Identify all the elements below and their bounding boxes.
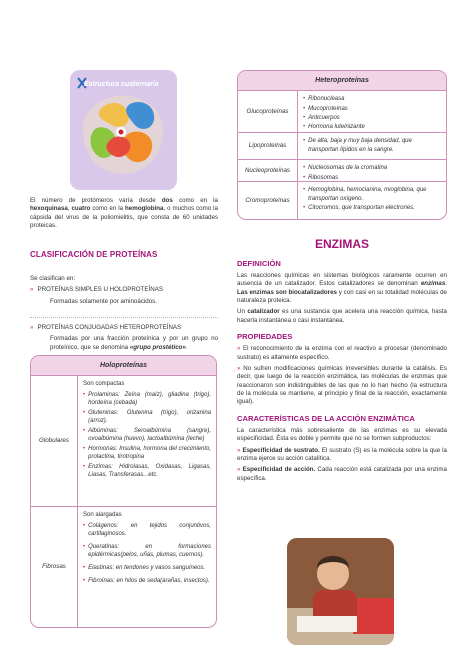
definicion-paragraph — [237, 272, 447, 305]
table-row — [238, 91, 446, 133]
desc-emphasis: «grupo prostético» — [129, 343, 186, 351]
intro-text: como en la — [172, 197, 218, 204]
bullet-icon: » — [237, 365, 244, 372]
holoproteinas-header: Holoproteínas — [31, 356, 216, 376]
classification-lead: Se clasifican en: — [30, 274, 76, 282]
row-content — [78, 376, 216, 506]
list-item — [83, 577, 211, 585]
heteroproteinas-table — [237, 70, 447, 220]
list-item-text: De alta, baja y muy baja densidad, que transportan lípidos en la sangre. — [308, 138, 412, 153]
bullet-icon: • — [303, 165, 306, 172]
intro-text: como en la — [90, 205, 125, 213]
desc-text: Formadas por una fracción proteínica y por un grupo no proteínico, que se denomina — [50, 335, 218, 351]
intro-bold: hemoglobina — [124, 205, 164, 213]
catalizador-paragraph — [237, 308, 447, 325]
para-text: . — [445, 280, 447, 288]
list-item-text: Queratinas: en formaciones epidérmicas(pelos, uñas, plumas, cuernos). — [88, 543, 211, 558]
bullet-icon: • — [303, 114, 306, 121]
figure-caption: Estructura cuaternaria — [84, 81, 159, 88]
intro-text: , o muchos como la cápsida del virus de la poliomielitis, que consta de 60 unidades proteicas. — [30, 205, 218, 230]
table-row — [238, 133, 446, 160]
list-item-text: Anticuerpos — [308, 114, 340, 121]
bullet-icon: • — [83, 446, 86, 453]
list-item — [237, 466, 447, 483]
classification-title: CLASIFICACIÓN DE PROTEÍNAS — [30, 250, 158, 259]
list-item — [303, 174, 441, 182]
para-text: es una sustancia que acelera una reacción química, hasta hacerla instantánea o casi instantánea. — [237, 308, 447, 324]
list-item — [83, 409, 211, 425]
row-label: Lipoproteínas — [238, 133, 298, 159]
quaternary-structure-figure — [70, 70, 177, 190]
para-text: Las reacciones químicas en sistemas biológicos raramente ocurren en ausencia de un catalizador. Estos catalizadores se denominan — [237, 271, 447, 288]
list-item-text: El reconocimiento de la enzima con el reactivo a procesar (denominado sustrato) es altamente específico. — [237, 345, 447, 361]
bullet-icon: • — [83, 564, 86, 571]
table-row — [31, 376, 216, 507]
row-content — [78, 507, 216, 627]
classification-item — [30, 324, 218, 332]
row-label: Cromoproteínas — [238, 182, 298, 219]
row-intro: Son compactas — [83, 381, 125, 388]
bullet-icon: • — [83, 543, 86, 550]
list-item — [303, 186, 441, 202]
list-item — [83, 564, 211, 572]
list-item — [303, 95, 441, 103]
para-emphasis: enzimas — [420, 280, 446, 288]
list-item — [83, 463, 211, 479]
row-intro: Son alargadas — [83, 512, 122, 519]
intro-text: , — [67, 205, 72, 213]
list-item — [83, 445, 211, 461]
holoproteinas-table — [30, 355, 217, 628]
list-item-text: Mucoproteínas — [308, 105, 348, 112]
intro-bold: dos — [161, 197, 173, 204]
bullet-icon: • — [83, 409, 86, 416]
classification-item-desc: Formadas solamente por aminoácidos. — [50, 297, 157, 305]
caracteristicas-lead: La característica más sobresaliente de las enzimas es su elevada especificidad. Ésta es doble y permite que no se formen subproductos: — [237, 427, 447, 443]
classification-item-label: PROTEÍNAS SIMPLES U HOLOPROTEÍNAS — [37, 286, 163, 294]
list-item — [303, 164, 441, 172]
list-item-text: Nucleosomas de la cromatina — [308, 165, 388, 172]
list-item-bold: Especificidad de sustrato. — [242, 446, 320, 454]
intro-bold: hexoquinasa — [30, 205, 68, 213]
row-content — [298, 91, 446, 132]
row-content — [298, 133, 446, 159]
classification-section — [30, 250, 218, 352]
list-item-text: Prolaminas: Zeína (maíz), gliadina (trigo), hordeína (cebada) — [88, 391, 211, 406]
definicion-title: DEFINICIÓN — [237, 258, 281, 268]
list-item-bold: Especificidad de acción. — [242, 466, 316, 474]
list-item-text: Enzimas: Hidrolasas, Oxidasas, Ligasas, Liasas, Transferasas...etc. — [88, 464, 211, 479]
heteroproteinas-header: Heteroproteínas — [238, 71, 446, 91]
bullet-icon: • — [303, 174, 306, 181]
para-bold: Las enzimas son biocatalizadores — [237, 288, 337, 296]
list-item-text: Albúminas: Seroalbúmina (sangre), ovoalbúmina (huevo), lactoalbúmina (leche) — [88, 427, 211, 442]
list-item-text: El sustrato (S) es la molécula sobre la que la enzima ejerce su acción catalítica. — [237, 446, 447, 463]
classification-item-label: PROTEÍNAS CONJUGADAS HETEROPROTEÍNAS — [37, 323, 182, 331]
row-content — [298, 160, 446, 181]
row-label: Fibrosas — [31, 507, 78, 627]
para-bold: catalizador — [247, 308, 280, 316]
bullet-icon: » — [30, 286, 34, 294]
bullet-icon: • — [303, 204, 306, 211]
list-item-text: Hormonas: Insulina, hormona del crecimiento, prolactina, tirotropina — [88, 446, 211, 461]
list-item — [303, 114, 441, 122]
bullet-icon: » — [30, 323, 34, 331]
intro-bold: cuatro — [71, 205, 91, 213]
list-item — [303, 137, 441, 153]
enzimas-title: ENZIMAS — [315, 237, 369, 252]
list-item — [237, 365, 447, 407]
list-item-text: Hormona luteinizante — [308, 123, 365, 130]
intro-text: El número de protómeros varía desde — [30, 197, 162, 204]
row-label: Globulares — [31, 376, 78, 506]
list-item-text: No sufren modificaciones químicas irreversibles durante la catálisis. Es decir, que luego de la reacción enzimática, las moléculas de enzimas que reaccionaron son indistinguibles de las que no lo han hecho (la estructura de la molécula se mantiene, al principio y final de la reacción, exactamente igual). — [237, 365, 447, 406]
bullet-icon: • — [83, 522, 86, 529]
bullet-icon: » — [237, 345, 243, 353]
list-item — [303, 204, 441, 212]
list-item — [83, 522, 211, 538]
list-item-text: Cada reacción está catalizada por una enzima específica. — [237, 466, 447, 482]
bullet-icon: • — [83, 427, 86, 434]
bullet-icon: • — [303, 123, 306, 130]
bullet-icon: • — [303, 96, 306, 103]
table-row — [238, 160, 446, 182]
list-item-text: Hemoglobina, hemocianina, mioglobina, que transportan oxígeno. — [308, 187, 427, 202]
list-item-text: Citocromos, que transportan electrones. — [308, 204, 415, 211]
bullet-icon: • — [83, 464, 86, 471]
list-item — [237, 345, 447, 362]
list-item — [83, 427, 211, 443]
row-label: Nucleoproteínas — [238, 160, 298, 181]
propiedades-title: PROPIEDADES — [237, 332, 293, 342]
table-row — [238, 182, 446, 219]
bullet-icon: • — [83, 391, 86, 398]
list-item-text: Ribonucleasa — [308, 96, 345, 103]
classification-item — [30, 286, 218, 294]
list-item — [83, 391, 211, 407]
bullet-icon: » — [237, 446, 243, 454]
table-row — [31, 507, 216, 627]
list-item — [303, 123, 441, 131]
intro-paragraph — [30, 197, 218, 230]
bullet-icon: • — [303, 105, 306, 112]
bullet-icon: • — [83, 578, 86, 584]
classification-item-desc — [30, 335, 218, 352]
bullet-icon: » — [237, 466, 243, 474]
list-item — [83, 543, 211, 559]
divider — [30, 306, 218, 318]
list-item-text: Gluteninas: Glutenina (trigo), orizanina (arroz). — [88, 409, 211, 424]
para-text: y con casi en su totalidad moléculas de naturaleza proteica. — [237, 288, 447, 304]
list-item-text: Ribosomas — [308, 174, 339, 181]
student-photo — [287, 538, 394, 645]
list-item — [303, 105, 441, 113]
row-label: Glucoproteínas — [238, 91, 298, 132]
caracteristicas-title: CARACTERÍSTICAS DE LA ACCIÓN ENZIMÁTICA — [237, 413, 415, 423]
student-illustration — [287, 538, 394, 645]
bullet-icon: • — [303, 187, 306, 194]
row-content — [298, 182, 446, 219]
enzimas-section — [237, 236, 447, 483]
list-item-text: Colágenos: en tejidos conjuntivos, cartilaginosos. — [88, 522, 211, 537]
list-item-text: Fibroínas: en hilos de seda(arañas, insectos). — [88, 578, 210, 584]
list-item-text: Elastinas: en tendones y vasos sanguíneos. — [88, 564, 206, 571]
bullet-icon: • — [303, 138, 306, 145]
desc-text: . — [185, 343, 188, 351]
list-item — [237, 447, 447, 464]
para-text: Un — [237, 308, 248, 316]
right-column — [237, 70, 447, 483]
